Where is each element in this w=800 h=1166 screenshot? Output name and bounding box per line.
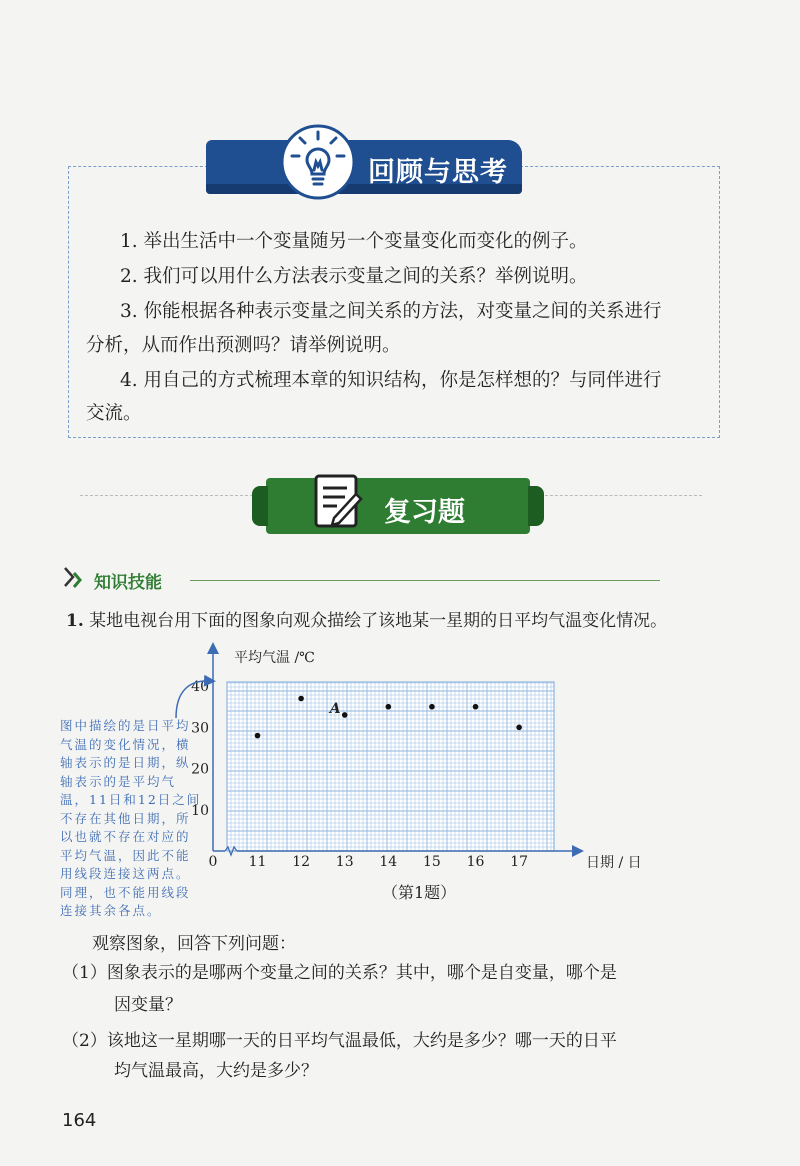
y-tick-label: 30 — [191, 720, 209, 737]
x-tick-label: 12 — [292, 854, 311, 870]
y-tick-label: 10 — [191, 802, 209, 819]
exercises-title: 复习题 — [384, 497, 465, 528]
data-point — [516, 725, 522, 731]
problem-number: 1. — [66, 611, 84, 631]
review-question-1: 1. 举出生活中一个变量随另一个变量变化而变化的例子。 — [120, 231, 588, 252]
x-axis-label: 日期 / 日 — [586, 855, 642, 871]
x-tick-label: 11 — [248, 854, 267, 870]
point-label-a: A — [329, 700, 341, 717]
x-tick-label: 16 — [466, 854, 485, 870]
review-question-3-cont: 分析，从而作出预测吗？请举例说明。 — [86, 335, 401, 356]
sub-question-1: （1）图象表示的是哪两个变量之间的关系？其中，哪个是自变量，哪个是 — [62, 963, 617, 983]
questions-intro: 观察图象，回答下列问题： — [92, 934, 296, 954]
data-point — [386, 704, 392, 710]
data-point — [429, 704, 435, 710]
x-tick-label: 15 — [423, 854, 441, 870]
x-tick-label: 13 — [335, 854, 354, 870]
review-question-2: 2. 我们可以用什么方法表示变量之间的关系？举例说明。 — [120, 266, 588, 287]
y-tick-label: 40 — [191, 679, 209, 696]
x-origin-label: 0 — [208, 854, 218, 870]
y-tick-label: 20 — [191, 761, 209, 778]
section-heading: 知识技能 — [94, 573, 162, 593]
data-point — [255, 733, 261, 739]
data-point — [342, 712, 348, 718]
review-question-4-cont: 交流。 — [86, 403, 142, 424]
y-axis-label: 平均气温 /℃ — [234, 650, 315, 666]
x-tick-label: 14 — [379, 854, 398, 870]
data-point — [298, 696, 304, 702]
review-question-3: 3. 你能根据各种表示变量之间关系的方法，对变量之间的关系进行 — [120, 301, 662, 322]
data-point — [473, 704, 479, 710]
sub-question-2-cont: 均气温最高，大约是多少？ — [114, 1061, 318, 1081]
problem-text: 某地电视台用下面的图象向观众描绘了该地某一星期的日平均气温变化情况。 — [89, 611, 668, 631]
review-title: 回顾与思考 — [368, 157, 508, 188]
sub-question-1-cont: 因变量？ — [114, 995, 182, 1015]
sub-question-2: （2）该地这一星期哪一天的日平均气温最低，大约是多少？哪一天的日平 — [62, 1031, 617, 1051]
review-question-4: 4. 用自己的方式梳理本章的知识结构，你是怎样想的？与同伴进行 — [120, 370, 662, 391]
x-tick-label: 17 — [510, 854, 529, 870]
figure-caption: （第1题） — [382, 883, 457, 902]
page-number: 164 — [62, 1110, 97, 1131]
side-note: 图中描绘的是日平均气温的变化情况，横轴表示的是日期，纵轴表示的是平均气温，11日和12日之间不存在其他日期，所以也就不存在对应的平均气温，因此不能用线段连接这两点。同理，也不能用线段连接其余各点。 — [60, 718, 202, 918]
